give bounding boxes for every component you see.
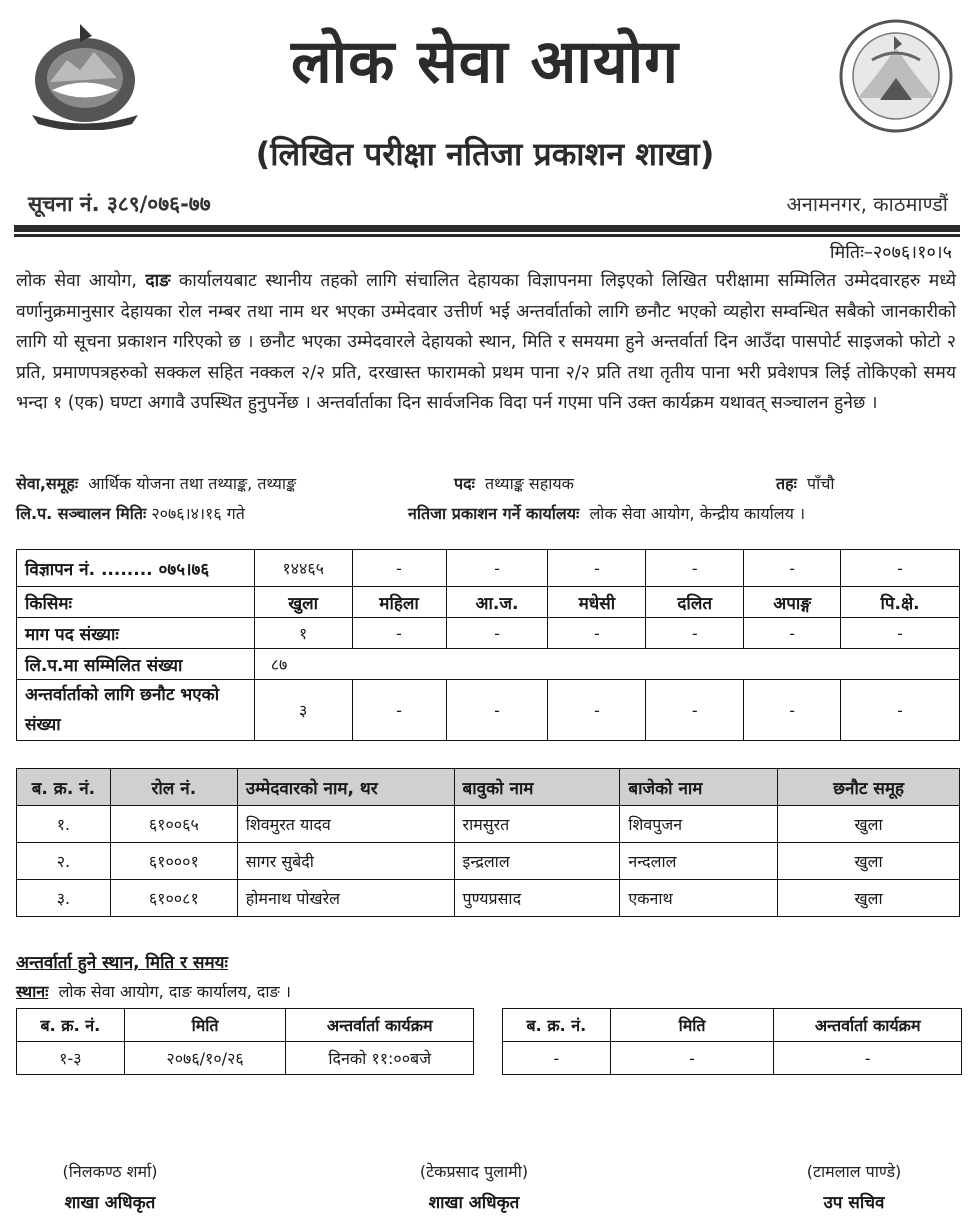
signatory-name: (निलकण्ठ शर्मा) [62, 1162, 158, 1181]
signatory-post: शाखा अधिकृत [428, 1193, 520, 1213]
cell: - [548, 618, 646, 649]
adv-row [17, 550, 960, 587]
exam-date-value: २०७६।४।१६ गते [151, 504, 245, 523]
candidate-name: सागर सुबेदी [237, 843, 454, 880]
signatory-post: शाखा अधिकृत [64, 1193, 156, 1213]
header-program: अन्तर्वार्ता कार्यक्रम [286, 1009, 474, 1042]
cell: - [352, 680, 446, 741]
selection-group: खुला [778, 806, 960, 843]
table-row [17, 843, 960, 880]
interview-time: दिनको ११:००बजे [286, 1042, 474, 1075]
para-office-bold: दाङ [145, 271, 171, 291]
signature-block [754, 1160, 954, 1213]
cell: - [841, 618, 960, 649]
interview-time: - [774, 1042, 962, 1075]
candidate-name: होमनाथ पोखरेल [237, 880, 454, 917]
header-serial: ब. क्र. नं. [17, 1009, 125, 1042]
serial-range: १-३ [17, 1042, 125, 1075]
exam-date [16, 502, 245, 524]
level-label: तहः [776, 474, 797, 493]
para-start: लोक सेवा आयोग, [16, 271, 146, 291]
cell: - [352, 618, 446, 649]
posts-row [17, 618, 960, 649]
header-date: मिति [124, 1009, 286, 1042]
table-row [503, 1042, 962, 1075]
interview-date: २०७६/१०/२६ [124, 1042, 286, 1075]
interview-date: - [610, 1042, 774, 1075]
header-program: अन्तर्वार्ता कार्यक्रम [774, 1009, 962, 1042]
serial-range: - [503, 1042, 611, 1075]
table-row [17, 880, 960, 917]
cell: - [841, 680, 960, 741]
adv-label: विज्ञापन नं. ........ ०७५।७६ [17, 550, 255, 587]
grandfather-name: एकनाथ [620, 880, 778, 917]
notice-date: मितिः–२०७६।१०।५ [829, 242, 952, 263]
signatory-name: (टेकप्रसाद पुलामी) [419, 1162, 529, 1181]
office-value: लोक सेवा आयोग, केन्द्रीय कार्यालय । [589, 504, 806, 523]
roll-number: ६१००६५ [110, 806, 237, 843]
results-header [17, 769, 960, 806]
level [776, 472, 835, 494]
header-divider-thin [14, 234, 960, 237]
cell: - [744, 680, 841, 741]
candidate-name: शिवमुरत यादव [237, 806, 454, 843]
roll-number: ६१००८१ [110, 880, 237, 917]
notice-number: सूचना नं. ३८९/०७६-७७ [28, 192, 211, 216]
header-name: उम्मेदवारको नाम, थर [237, 769, 454, 806]
cell: - [548, 550, 646, 587]
grandfather-name: नन्दलाल [620, 843, 778, 880]
cell: - [446, 680, 548, 741]
page-subtitle: (लिखित परीक्षा नतिजा प्रकाशन शाखा) [255, 135, 715, 173]
service-value: आर्थिक योजना तथा तथ्याङ्क, तथ्याङ्क [88, 474, 297, 493]
post-label: पदः [454, 474, 475, 493]
exam-date-label: लि.प. सञ्चालन मितिः [16, 504, 147, 523]
type-cell: आ.ज. [446, 587, 548, 618]
header-father: बावुको नाम [454, 769, 620, 806]
appeared-value: ८७ [254, 649, 959, 680]
signatory-name: (टामलाल पाण्डे) [806, 1162, 902, 1181]
type-cell: महिला [352, 587, 446, 618]
interview-heading: अन्तर्वार्ता हुने स्थान, मिति र समयः [16, 953, 228, 973]
cell: - [548, 680, 646, 741]
father-name: पुण्यप्रसाद [454, 880, 620, 917]
office-label: नतिजा प्रकाशन गर्ने कार्यालयः [408, 504, 580, 523]
cell: - [646, 618, 744, 649]
header-divider-thick [14, 225, 960, 232]
signature-block [374, 1160, 574, 1213]
interview-place [16, 980, 291, 1002]
father-name: रामसुरत [454, 806, 620, 843]
header-date: मिति [610, 1009, 774, 1042]
service-label: सेवा,समूहः [16, 474, 79, 493]
cell: १४४६५ [254, 550, 352, 587]
type-label: किसिमः [17, 587, 255, 618]
serial: ३. [17, 880, 111, 917]
service-group [16, 472, 296, 494]
schedule-header [17, 1009, 474, 1042]
page-title: लोक सेवा आयोग [291, 27, 679, 97]
place-value: लोक सेवा आयोग, दाङ कार्यालय, दाङ । [58, 982, 291, 1001]
header-group: छनौट समूह [778, 769, 960, 806]
grandfather-name: शिवपुजन [620, 806, 778, 843]
selected-row [17, 680, 960, 741]
type-cell: दलित [646, 587, 744, 618]
cell: - [646, 550, 744, 587]
cell: - [744, 618, 841, 649]
header-serial: ब. क्र. नं. [503, 1009, 611, 1042]
selection-group: खुला [778, 880, 960, 917]
type-cell: खुला [254, 587, 352, 618]
office-address: अनामनगर, काठमाण्डौं [786, 192, 948, 216]
signatory-post: उप सचिव [823, 1193, 885, 1213]
vacancy-table [16, 549, 960, 741]
signature-block [10, 1160, 210, 1213]
schedule-header [503, 1009, 962, 1042]
interview-schedule-table-empty [502, 1008, 962, 1075]
serial: २. [17, 843, 111, 880]
results-table [16, 768, 960, 917]
cell: - [646, 680, 744, 741]
cell: - [744, 550, 841, 587]
father-name: इन्द्रलाल [454, 843, 620, 880]
public-service-commission-seal-icon [838, 18, 954, 134]
cell: ३ [254, 680, 352, 741]
publishing-office [408, 502, 805, 524]
cell: - [352, 550, 446, 587]
roll-number: ६१०००१ [110, 843, 237, 880]
table-row [17, 806, 960, 843]
interview-schedule-table [16, 1008, 474, 1075]
selected-label: अन्तर्वार्ताको लागि छनौट भएको संख्या [17, 680, 255, 741]
level-value: पाँचौ [807, 474, 835, 493]
header-roll: रोल नं. [110, 769, 237, 806]
appeared-label: लि.प.मा सम्मिलित संख्या [17, 649, 255, 680]
type-row [17, 587, 960, 618]
posts-label: माग पद संख्याः [17, 618, 255, 649]
notice-paragraph [16, 266, 956, 419]
type-cell: मधेसी [548, 587, 646, 618]
appeared-row [17, 649, 960, 680]
type-cell: अपाङ्ग [744, 587, 841, 618]
table-row [17, 1042, 474, 1075]
post-value: तथ्याङ्क सहायक [485, 474, 574, 493]
selection-group: खुला [778, 843, 960, 880]
post [454, 472, 574, 494]
cell: १ [254, 618, 352, 649]
cell: - [841, 550, 960, 587]
serial: १. [17, 806, 111, 843]
header-grandfather: बाजेको नाम [620, 769, 778, 806]
para-rest: कार्यालयबाट स्थानीय तहको लागि संचालित देहायका विज्ञापनमा लिइएको लिखित परीक्षामा सम्मिलित उम्मेदवारहरु मध्ये वर्णानुक्रमानुसार देहायका रोल नम्बर तथा नाम थर भएका उम्मेदवार उत्तीर्ण भई अन्तर्वार्ताको लागि छनौट भएको व्यहोरा सम्वन्धित सबैको जानकारीको लागि यो सूचना प्रकाशन गरिएको छ । छनौट भएका उम्मेदवारले देहायको स्थान, मिति र समयमा हुने अन्तर्वार्ता दिन आउँदा पासपोर्ट साइजको फोटो २ प्रति, प्रमाणपत्रहरुको सक्कल सहित नक्कल २/२ प्रति, दरखास्त फारामको प्रथम पाना २/२ प्रति तथा तृतीय पाना भरी प्रवेशपत्र लिई तोकिएको समय भन्दा १ (एक) घण्टा अगावै उपस्थित हुनुपर्नेछ । अन्तर्वार्ताका दिन सार्वजनिक विदा पर्न गएमा पनि उक्त कार्यक्रम यथावत् सञ्चालन हुनेछ । [16, 271, 956, 413]
header-serial: ब. क्र. नं. [17, 769, 111, 806]
place-label: स्थानः [16, 982, 49, 1001]
type-cell: पि.क्षे. [841, 587, 960, 618]
cell: - [446, 550, 548, 587]
cell: - [446, 618, 548, 649]
